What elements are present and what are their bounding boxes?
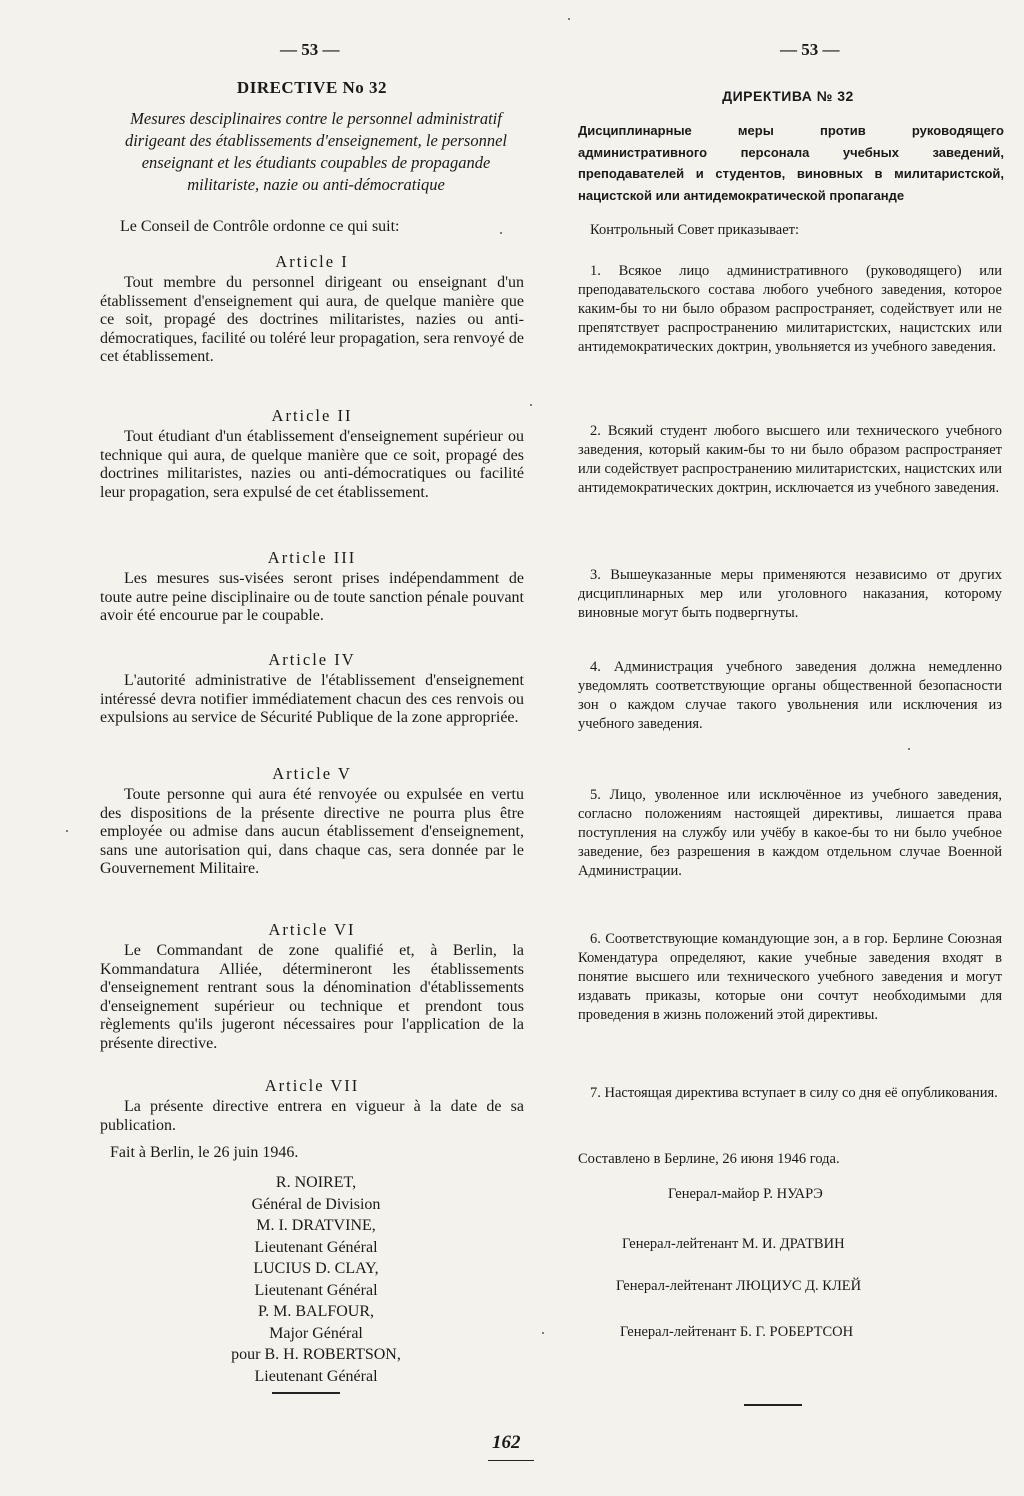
signature-line-ru: Генерал-лейтенант Б. Г. РОБЕРТСОН xyxy=(620,1324,854,1340)
paragraph-ru: 1. Всякое лицо административного (руководящего) или преподавательского состава любого учебного заведения, которое каким-бы то ни было образом распространяет, содействует или не препятствует распространению милитаристских, нацистских или антидемократических доктрин, увольняется из учебного заведения. xyxy=(578,263,1002,355)
directive-title-ru: ДИРЕКТИВА № 32 xyxy=(722,88,854,104)
signature-line: Lieutenant Général xyxy=(254,1238,378,1256)
intro-ru: Контрольный Совет приказывает: xyxy=(590,222,799,238)
article-heading: Article I xyxy=(275,252,349,271)
signature-line: Général de Division xyxy=(251,1195,381,1213)
signature-line: LUCIUS D. CLAY, xyxy=(253,1260,379,1277)
scan-speck xyxy=(500,232,502,234)
signing-date-fr: Fait à Berlin, le 26 juin 1946. xyxy=(110,1144,299,1161)
signature-line: Lieutenant Général xyxy=(254,1281,378,1299)
article-text: Tout membre du personnel dirigeant ou enseignant d'un établissement d'enseignement qui aura, de quelque manière que ce soit, propagé des doctrines militaristes, nazies ou anti-démocratiques, facilité ou toléré leur propagation, sera renvoyé de cet établissement. xyxy=(100,274,524,366)
scan-speck xyxy=(542,1332,544,1334)
article-heading: Article V xyxy=(272,764,352,783)
article-text: Les mesures sus-visées seront prises indépendamment de toute autre peine disciplinaire ou de toute sanction pénale pouvant avoir été encourue par le coupable. xyxy=(100,570,524,625)
closing-rule-ru xyxy=(744,1404,802,1406)
signing-date-ru: Составлено в Берлине, 26 июня 1946 года. xyxy=(578,1151,840,1167)
closing-rule-fr xyxy=(272,1392,340,1394)
article-text: La présente directive entrera en vigueur à la date de sa publication. xyxy=(100,1098,524,1134)
scan-speck xyxy=(908,748,910,750)
signature-line-ru: Генерал-майор Р. НУАРЭ xyxy=(668,1186,823,1202)
paragraph-ru: 5. Лицо, уволенное или исключённое из учебного заведения, согласно положениям настоящей директивы, лишается права поступления на службу или учёбу в какое-бы то ни было учебное заведение, без разрешения в каждом отдельном случае Военной Администрации. xyxy=(578,787,1002,879)
article-heading: Article VI xyxy=(268,920,356,939)
article-heading: Article IV xyxy=(268,650,356,669)
page-number-left: — 53 — xyxy=(280,40,340,59)
scan-speck xyxy=(568,18,570,20)
directive-subtitle-ru: Дисциплинарные меры против руководящего административного персонала учебных заведений, преподавателей и студентов, виновных в милитаристской, нацистской или антидемократической пропаганде xyxy=(578,123,1004,203)
paragraph-ru: 7. Настоящая директива вступает в силу со дня её опубликования. xyxy=(590,1085,998,1101)
signature-line: Lieutenant Général xyxy=(254,1367,378,1385)
footer-page-number: 162 xyxy=(492,1432,521,1453)
article-text: L'autorité administrative de l'établissement d'enseignement intéressé devra notifier immédiatement chacun des ces renvois ou expulsions au service de Sécurité Publique de la zone appropriée. xyxy=(100,672,524,727)
intro-fr: Le Conseil de Contrôle ordonne ce qui suit: xyxy=(120,218,400,235)
scan-speck xyxy=(66,830,68,832)
signature-line: Major Général xyxy=(269,1324,363,1342)
paragraph-ru: 6. Соответствующие командующие зон, а в гор. Берлине Союзная Комендатура определяют, какие учебные заведения входят в понятие высшего или технического учебного заведения и могут издавать приказы, которые они сочтут необходимыми для проведения в жизнь положений этой директивы. xyxy=(578,931,1002,1023)
article-heading: Article VII xyxy=(264,1076,360,1095)
signature-line-ru: Генерал-лейтенант М. И. ДРАТВИН xyxy=(622,1236,845,1252)
footer-underline xyxy=(488,1460,534,1461)
signature-line: M. I. DRATVINE, xyxy=(256,1217,376,1234)
article-text: Le Commandant de zone qualifié et, à Berlin, la Kommandatura Alliée, détermineront les établissements d'enseignement rentrant sous la dénomination d'établissements d'enseignement supérieur ou technique et prendont tous règlements qu'ils jugeront nécessaires pour l'application de la présente directive. xyxy=(100,942,524,1052)
signatures-fr xyxy=(206,1172,426,1387)
scan-speck xyxy=(530,404,532,406)
signature-line: pour B. H. ROBERTSON, xyxy=(231,1346,401,1363)
paragraph-ru: 2. Всякий студент любого высшего или технического учебного заведения, который каким-бы то ни было образом распространяет или содействует распространению милитаристских, нацистских или антидемократических доктрин, исключается из учебного заведения. xyxy=(578,423,1002,496)
article-text: Tout étudiant d'un établissement d'enseignement supérieur ou technique qui aura, de quelque manière que ce soit, propagé des doctrines militaristes, nazies ou anti-démocratiques ou facilité leur propagation, sera expulsé de cet établissement. xyxy=(100,428,524,501)
directive-title-fr: DIRECTIVE No 32 xyxy=(236,78,388,97)
article-heading: Article II xyxy=(271,406,353,425)
paragraph-ru: 4. Администрация учебного заведения должна немедленно уведомлять соответствующие органы общественной безопасности зон о каждом случае такого увольнения или исключения из учебного заведения. xyxy=(578,659,1002,732)
article-heading: Article III xyxy=(267,548,357,567)
signature-line: P. M. BALFOUR, xyxy=(257,1303,375,1320)
signature-line-ru: Генерал-лейтенант ЛЮЦИУС Д. КЛЕЙ xyxy=(616,1278,862,1294)
article-text: Toute personne qui aura été renvoyée ou expulsée en vertu des dispositions de la présente directive ne pourra plus être employée ou admise dans aucun établissement d'enseignement, sans une autorisation qui, dans chaque cas, sera donnée par le Gouvernement Militaire. xyxy=(100,786,524,878)
signature-line: R. NOIRET, xyxy=(275,1174,357,1191)
paragraph-ru: 3. Вышеуказанные меры применяются независимо от других дисциплинарных мер или уголовного наказания, которому виновные могут быть подвергнуты. xyxy=(578,567,1002,621)
directive-subtitle-fr: Mesures desciplinaires contre le personnel administratif dirigeant des établissements d'enseignement, le personnel enseignant et les étudiants coupables de propagande militariste, nazie ou anti-démocratique xyxy=(124,109,508,194)
page-number-right: — 53 — xyxy=(780,40,840,59)
